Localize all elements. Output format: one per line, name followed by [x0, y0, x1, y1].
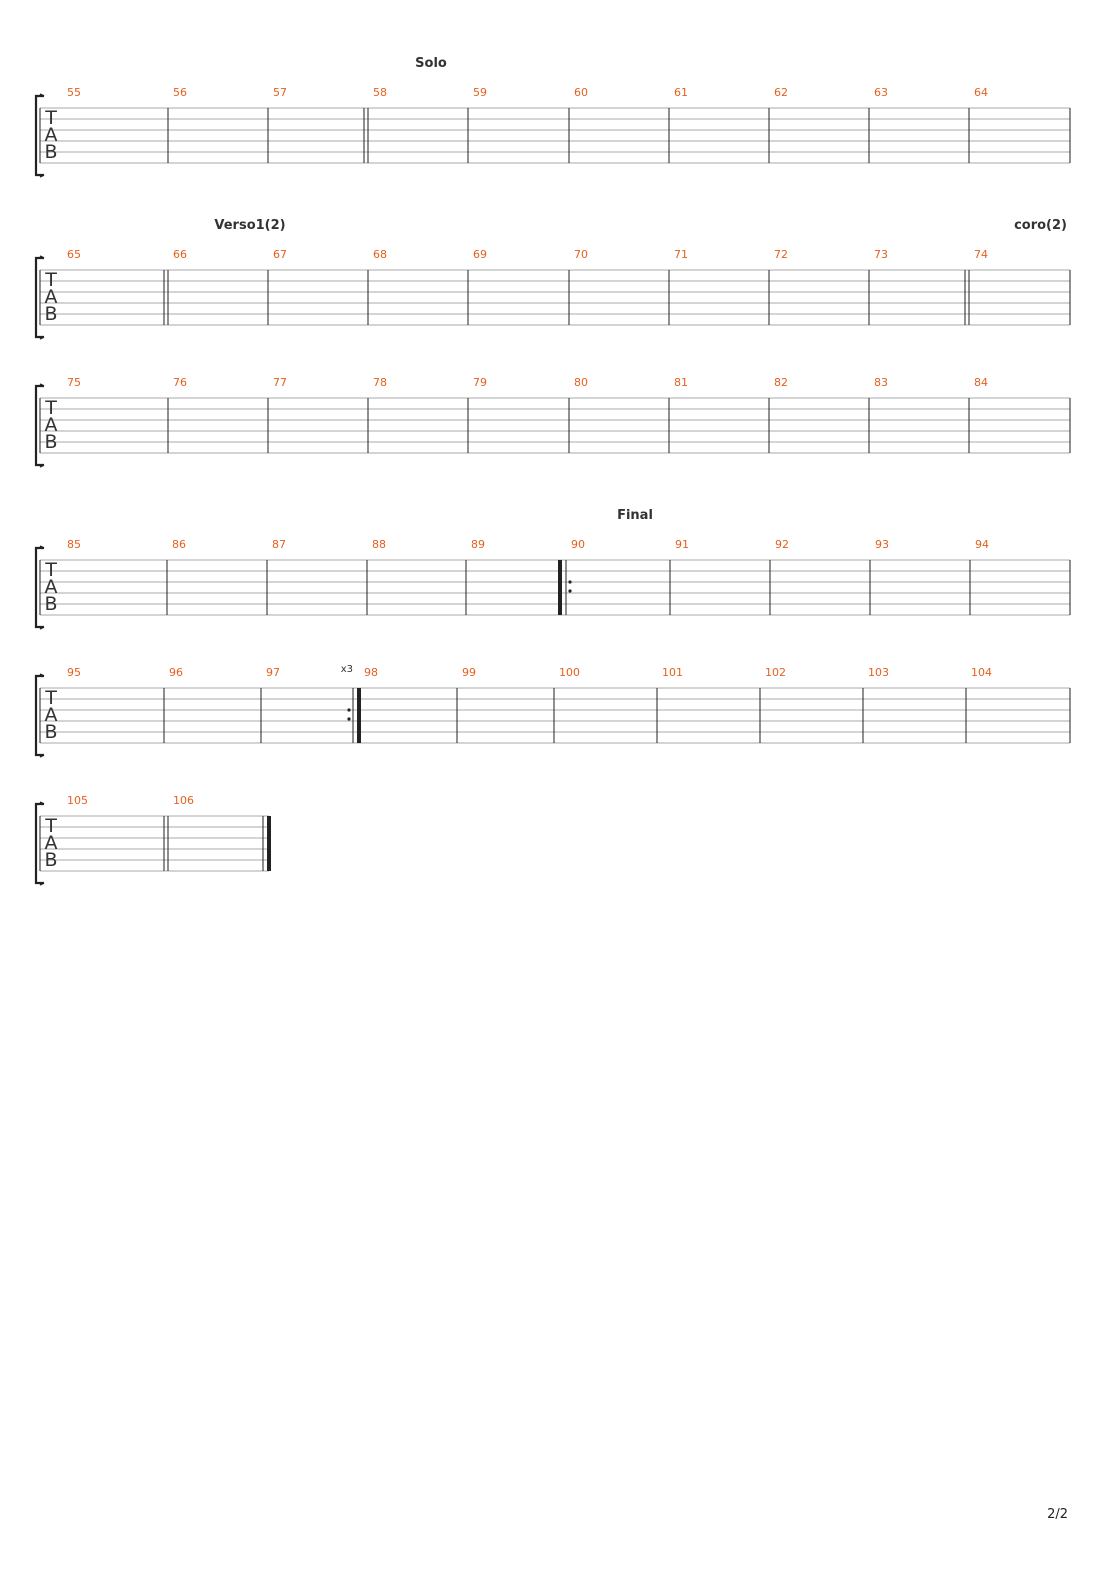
measure-number: 104: [971, 666, 992, 679]
measure-number: 72: [774, 248, 788, 261]
tab-clef-letter: A: [44, 414, 58, 436]
tab-clef-letter: A: [44, 286, 58, 308]
repeat-dot: [347, 708, 350, 711]
measure-number: 101: [662, 666, 683, 679]
measure-number: 82: [774, 376, 788, 389]
measure-number: 90: [571, 538, 585, 551]
measure-number: 79: [473, 376, 487, 389]
section-label: Verso1(2): [214, 218, 286, 233]
measure-number: 96: [169, 666, 183, 679]
tab-clef-letter: B: [44, 593, 58, 615]
measure-number: 85: [67, 538, 81, 551]
measure-number: 75: [67, 376, 81, 389]
measure-number: 65: [67, 248, 81, 261]
measure-number: 88: [372, 538, 386, 551]
tab-clef-letter: T: [45, 397, 57, 419]
measure-number: 67: [273, 248, 287, 261]
measure-number: 69: [473, 248, 487, 261]
measure-number: 78: [373, 376, 387, 389]
measure-number: 66: [173, 248, 187, 261]
tab-clef-letter: T: [45, 269, 57, 291]
repeat-dot: [347, 717, 350, 720]
measure-number: 98: [364, 666, 378, 679]
tab-clef-letter: B: [44, 141, 58, 163]
measure-number: 64: [974, 86, 988, 99]
measure-number: 56: [173, 86, 187, 99]
measure-number: 105: [67, 794, 88, 807]
measure-number: 73: [874, 248, 888, 261]
tab-clef-letter: A: [44, 124, 58, 146]
repeat-dot: [568, 589, 571, 592]
tab-clef-letter: A: [44, 832, 58, 854]
repeat-end-thick-bar: [357, 688, 361, 743]
measure-number: 81: [674, 376, 688, 389]
measure-number: 62: [774, 86, 788, 99]
measure-number: 93: [875, 538, 889, 551]
measure-number: 60: [574, 86, 588, 99]
measure-number: 76: [173, 376, 187, 389]
page-number: 2/2: [1047, 1507, 1068, 1522]
measure-number: 103: [868, 666, 889, 679]
measure-number: 55: [67, 86, 81, 99]
measure-number: 74: [974, 248, 988, 261]
measure-number: 57: [273, 86, 287, 99]
tab-clef-letter: T: [45, 815, 57, 837]
measure-number: 80: [574, 376, 588, 389]
measure-number: 68: [373, 248, 387, 261]
measure-number: 83: [874, 376, 888, 389]
repeat-start-thick-bar: [558, 560, 562, 615]
tab-clef-letter: T: [45, 687, 57, 709]
measure-number: 92: [775, 538, 789, 551]
measure-number: 97: [266, 666, 280, 679]
section-label: coro(2): [1014, 218, 1067, 233]
measure-number: 61: [674, 86, 688, 99]
measure-number: 94: [975, 538, 989, 551]
section-label: Solo: [415, 56, 447, 71]
measure-number: 63: [874, 86, 888, 99]
tab-clef-letter: B: [44, 721, 58, 743]
measure-number: 71: [674, 248, 688, 261]
measure-number: 99: [462, 666, 476, 679]
tab-clef-letter: T: [45, 559, 57, 581]
measure-number: 89: [471, 538, 485, 551]
measure-number: 77: [273, 376, 287, 389]
measure-number: 95: [67, 666, 81, 679]
repeat-dot: [568, 580, 571, 583]
tab-clef-letter: A: [44, 576, 58, 598]
measure-number: 86: [172, 538, 186, 551]
section-label: Final: [617, 508, 653, 523]
tab-clef-letter: A: [44, 704, 58, 726]
measure-number: 70: [574, 248, 588, 261]
measure-number: 59: [473, 86, 487, 99]
measure-number: 87: [272, 538, 286, 551]
final-thick-bar: [267, 816, 271, 871]
measure-number: 102: [765, 666, 786, 679]
tab-clef-letter: B: [44, 849, 58, 871]
measure-number: 106: [173, 794, 194, 807]
tab-clef-letter: T: [45, 107, 57, 129]
tab-clef-letter: B: [44, 303, 58, 325]
tab-clef-letter: B: [44, 431, 58, 453]
measure-number: 91: [675, 538, 689, 551]
repeat-count: x3: [340, 664, 353, 675]
measure-number: 58: [373, 86, 387, 99]
measure-number: 84: [974, 376, 988, 389]
measure-number: 100: [559, 666, 580, 679]
